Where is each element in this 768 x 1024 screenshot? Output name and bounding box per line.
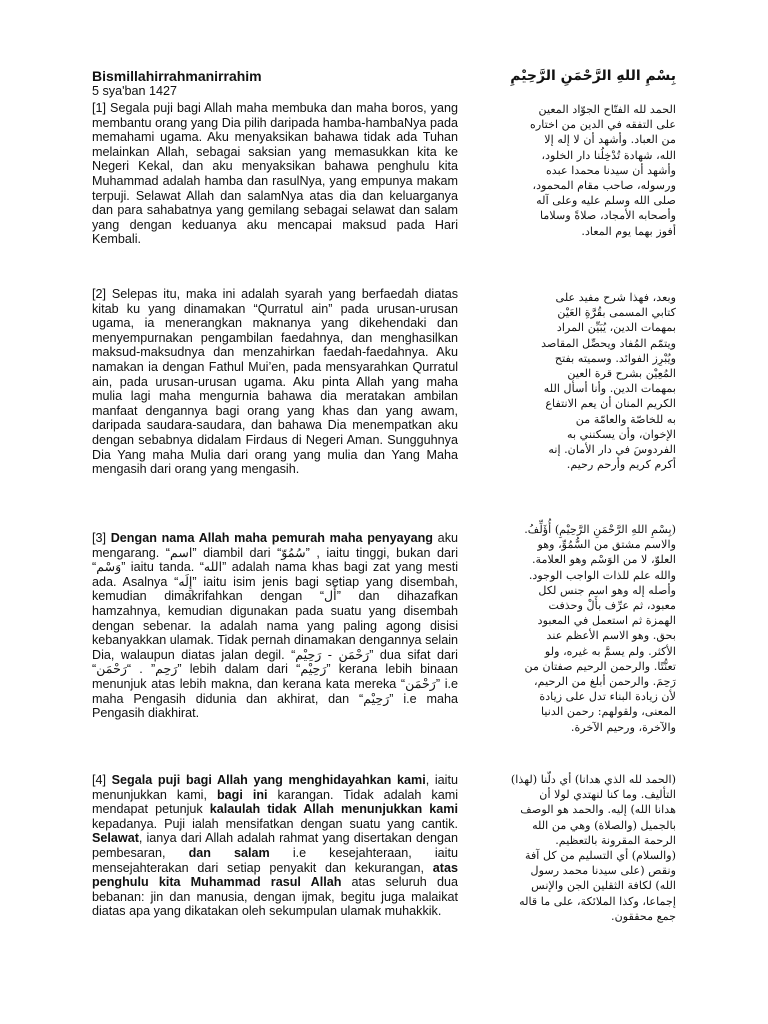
malay-paragraph-1: [1] Segala puji bagi Allah maha membuka dan maha boros, yang membantu orang yang Dia pilih daripada hamba-hambaNya pada memahami ugama. Aku menyaksikan bahawa tidak ada Tuhan melainkan Allah, sebagai saksian yang memasukkan kita ke Negeri Kekal, dan aku menyaksikan bahawa penghulu kita Muhammad adalah hamba dan rasulNya, yang empunya makam terpuji. Selawat Allah dan salamNya atas dia dan keluarganya dan para sahabatnya yang gemilang sebagai selawat dan salam yang dengan keduanya aku mencapai maksud pada Hari Kembali. <box>92 101 458 247</box>
arabic-line: الحمد لله الفتّاح الجوّاد المعين <box>538 103 676 116</box>
arabic-line: ويتمّم المُفاد ويحصِّل المقاصد <box>541 336 676 350</box>
arabic-line: الإخوان، وأن يسكنني به <box>567 427 676 441</box>
paragraph-text-run: i.e kesejahteraan, iaitu mensejahterakan dari setiap penyakit dan kekurangan, <box>92 845 458 875</box>
arabic-line: أكرم كريم وأرحم رحيم. <box>566 458 676 472</box>
arabic-line: هدانا الله) إليه. والحمد هو الوصف <box>520 803 676 817</box>
arabic-line: وأصله إله وهو اسم جنس لكل <box>538 583 676 597</box>
paragraph-text-run: kepadanya. Puji ialah mensifatkan dengan suatu yang cantik. <box>92 816 458 831</box>
arabic-line: من العباد. وأشهد أن لا إله إلا <box>544 133 676 147</box>
malay-paragraph-3 <box>92 531 458 721</box>
arabic-line: (والسلام) أي التسليم من كل آفة <box>524 849 676 863</box>
arabic-paragraph-2 <box>483 290 676 472</box>
arabic-line: بمهمات الدين. وأنا أسأل الله <box>543 382 676 396</box>
arabic-line: بحق. وهو الاسم الأعظم عند <box>546 629 676 643</box>
arabic-line: صلى الله وسلم عليه وعلى آله <box>536 194 676 208</box>
arabic-line: لأن زيادة البناء تدل على زيادة <box>539 690 676 704</box>
arabic-line: الكريم المنان أن يعم الانتفاع <box>545 397 676 411</box>
arabic-line: ونقص (على سيدنا محمد رسول <box>530 864 676 878</box>
paragraph-text-run: , ianya dari Allah adalah rahmat yang disertakan dengan pembesaran, <box>92 831 458 860</box>
arabic-line: والآخرة، ورحيم الآخرة. <box>570 720 676 734</box>
arabic-line: الله، شهادة تُدْخِلُنا دار الخلود، <box>541 148 676 162</box>
document-title-latin: Bismillahirrahmanirrahim <box>92 68 262 84</box>
paragraph-text-run: , iaitu menunjukkan kami, <box>92 773 458 802</box>
arabic-line: الله) لكافة الثقلين الجن والإنس <box>531 879 676 893</box>
paragraph-bold-run: dan salam <box>188 845 270 860</box>
arabic-line: الفردوسَ في دار الأمان. إنه <box>548 443 676 457</box>
arabic-line: الهمزة ثم استعمل في المعبود <box>537 614 676 628</box>
arabic-paragraph-3 <box>483 522 676 735</box>
arabic-paragraph-4 <box>483 772 676 924</box>
arabic-line: كتابي المسمى بقُرَّةِ العَيْن <box>557 306 676 320</box>
arabic-line: تعنُّتًا. والرحمن الرحيم صفتان من <box>524 659 676 673</box>
arabic-line: وأصحابه الأمجاد، صلاةً وسلاما <box>539 209 676 223</box>
arabic-line: الأكثر. ولم يسمَّ به غيره، ولو <box>544 644 676 658</box>
arabic-line: وأشهد أن سيدنا محمدا عبده <box>545 163 676 177</box>
paragraph-bold-run: Segala puji bagi Allah yang menghidayahkan kami <box>111 773 426 787</box>
paragraph-text-run: aku mengarang. “اسم” diambil dari “سُمُوّ” , iaitu tinggi, bukan dari “وَسْم” iaitu tanda. “الله” adalah nama khas bagi zat yang mesti ada. Asalnya “إِلَه” iaitu isim jenis bagi setiap yang disembah, kemudian dimakrifahkan dengan “أَل” dan dihazafkan hamzahnya, kemudian digunakan pada suatu yang disembah dengan sebenar. Ia adalah nama yang paling agong disisi kebanyakkan ulamak. Tidak pernah dinamakan dengannya selain Dia, walaupun diatas jalan degil. “رَحْمَن - رَحِيْم” dua sifat dari “رَحِم” . “رَحْمَن” lebih dalam dari “رَحِيْم” kerana lebih binaan menunjuk atas lebih makna, dan kerana kata mereka “رَحْمَن” i.e maha Pengasih didunia dan akhirat, dan “رَحِيْم” i.e maha Pengasih diakhirat. <box>92 531 459 721</box>
paragraph-bold-run: bagi ini <box>216 787 268 802</box>
arabic-line: والله علم للذات الواجب الوجود. <box>528 568 676 582</box>
arabic-line: (بِسْمِ اللهِ الرَّحْمَنِ الرَّحِيْمِ) أُؤَلِّفُ. <box>524 523 676 536</box>
arabic-line: جمع محققون. <box>611 909 676 923</box>
malay-paragraph-2: [2] Selepas itu, maka ini adalah syarah yang berfaedah diatas kitab ku yang dinamakan “Qurratul ain” pada urusan-urusan ugama, ia menerangkan maknanya yang dikehendaki dan menyempurnakan pengambilan faedahnya, dan menghasilkan maksud-maksudnya dan menzahirkan faedah-faedahnya. Aku namakan ia dengan Fathul Mui’en, pada mensyarahkan Qurratul ain, pada urusan-urusan ugama. Aku pinta Allah yang maha mulia lagi maha mengurnia bahawa dia meratakan ambilan manfaat dengannya bagi orang yang khas dan yang awam, daripada saudara-saudara, dan bahawa Dia menempatkan aku dengan sebabnya didalam Firdaus di Negeri Aman. Sungguhnya Dia Yang maha Mulia dari orang yang mulia dan Yang Maha mengasih dari orang yang mengasih. <box>92 287 458 477</box>
arabic-line: والاسم مشتق من السُّمُوِّ، وهو <box>537 538 676 552</box>
paragraph-bold-run: Selawat <box>92 831 139 846</box>
arabic-line: رَحِمَ. والرحمن أبلغ من الرحيم، <box>534 675 676 689</box>
arabic-line: وبعد، فهذا شرح مفيد على <box>555 291 676 304</box>
arabic-line: معبود، ثم عرِّف بأَلْ وحذفت <box>548 599 676 613</box>
arabic-line: إجماعا، وكذا الملائكة، على ما قاله <box>519 894 676 908</box>
paragraph-text-run: [4] <box>92 773 112 787</box>
arabic-line: ورسوله، صاحب مقام المحمود، <box>532 179 676 193</box>
paragraph-text-run: atas seluruh dua bebanan: jin dan manusia, dengan ijmak, begitu juga malaikat diatas apa yang dikatakan oleh sekumpulan ulamak muhakkik. <box>92 875 458 919</box>
arabic-line: أفوز بهما يوم المعاد. <box>581 224 676 238</box>
arabic-line: التأليف. وما كنا لنهتدي لولا أن <box>539 788 676 802</box>
paragraph-bold-run: Dengan nama Allah maha pemurah maha penyayang <box>110 531 433 545</box>
arabic-line: ويُبْرِز الفوائد. وسميته بفتح <box>554 351 676 365</box>
document-title-arabic: بِسْمِ اللهِ الرَّحْمَنِ الرَّحِيْمِ <box>510 68 676 84</box>
arabic-paragraph-1 <box>483 102 676 239</box>
paragraph-bold-run: kalaulah tidak Allah menunjukkan kami <box>209 802 458 817</box>
arabic-line: العلوّ، لا من الوَسْم وهو العلامة. <box>531 553 676 567</box>
paragraph-bold-run: atas penghulu kita Muhammad rasul Allah <box>92 860 458 890</box>
arabic-line: المُعِيْن بشرح قرة العين <box>567 367 676 381</box>
arabic-line: المعنى، ولقولهم: رحمن الدنيا <box>541 705 676 719</box>
arabic-line: الرحمة المقرونة بالتعظيم. <box>555 833 676 847</box>
arabic-line: بالجميل (والصلاة) وهي من الله <box>532 818 676 832</box>
paragraph-text-run: karangan. Tidak adalah kami mendapat petunjuk <box>92 787 458 817</box>
document-date: 5 sya'ban 1427 <box>92 84 178 98</box>
arabic-line: على التفقه في الدين من اختاره <box>530 118 676 132</box>
paragraph-text-run: [3] <box>92 531 111 545</box>
arabic-line: به للخاصّة والعامّة من <box>575 412 676 426</box>
malay-paragraph-4 <box>92 773 458 919</box>
arabic-line: (الحمد لله الذي هدانا) أي دلّنا (لهذا) <box>510 773 676 786</box>
arabic-line: بمهمات الدين، يُبَيِّن المراد <box>556 321 676 335</box>
